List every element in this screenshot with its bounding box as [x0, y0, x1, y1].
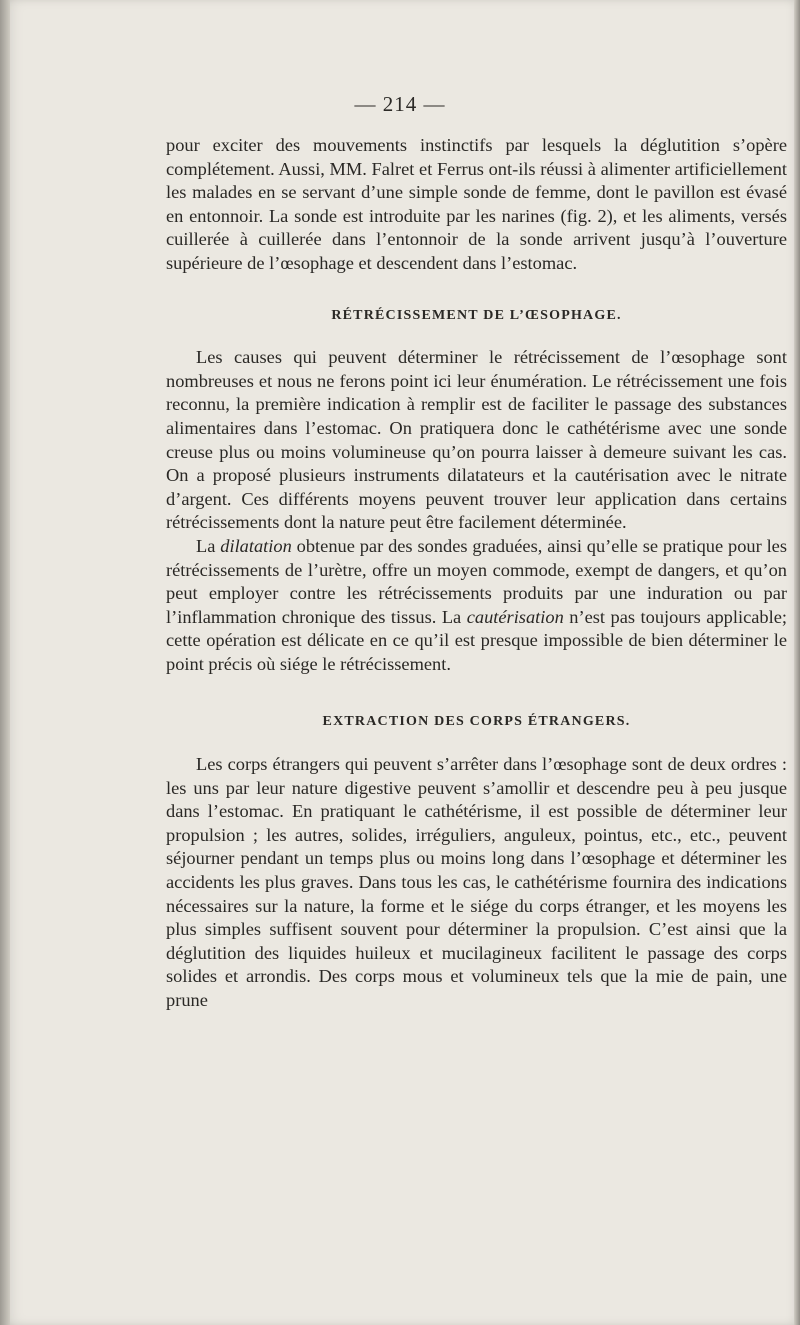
text-run: obtenue par des sondes graduées, ainsi qu’elle se pratique pour les rétrécissements de l’urètre, offre un moyen commode, exempt de dangers, et qu’on peut employer contre les rétrécissements produits par une induration ou par l’inflammation chronique des tissus. La — [166, 535, 787, 627]
page-right-edge — [794, 0, 800, 1325]
binding-edge — [0, 0, 10, 1325]
section-heading-retrecissement: RÉTRÉCISSEMENT DE L’ŒSOPHAGE. — [331, 307, 622, 323]
page-number: — 214 — — [354, 92, 446, 116]
paragraph-causes: Les causes qui peuvent déterminer le rétrécissement de l’œsophage sont nombreuses et nous ne ferons point ici leur énumération. Le rétrécissement une fois reconnu, la première indication à remplir est de faciliter le passage des substances alimentaires dans l’estomac. On pratiquera donc le cathétérisme avec une sonde creuse plus ou moins volumineuse qu’on pourra laisser à demeure suivant les cas. On a proposé plusieurs instruments dilatateurs et la cautérisation avec le nitrate d’argent. Ces différents moyens peuvent trouver leur application dans certains rétrécissements dont la nature peut être facilement déterminée. — [166, 347, 787, 533]
italic-term-dilatation: dilatation — [220, 535, 292, 556]
section-heading-extraction: EXTRACTION DES CORPS ÉTRANGERS. — [322, 714, 631, 730]
paragraph-dilatation — [166, 535, 787, 677]
text-run: n’est pas toujours applicable; cette opération est délicate en ce qu’il est presque impossible de bien déterminer le point précis où siége le rétrécissement. — [166, 606, 787, 674]
body-text — [166, 134, 787, 1013]
italic-term-cauterisation: cautérisation — [466, 606, 564, 627]
paragraph-continuation: pour exciter des mouvements instinctifs par lesquels la déglutition s’opère complétement. Aussi, MM. Falret et Ferrus ont-ils réussi à alimenter artificiellement les malades en se servant d’une simple sonde de femme, dont le pavillon est évasé en entonnoir. La sonde est introduite par les narines (fig. 2), et les aliments, versés cuillerée à cuillerée dans l’entonnoir de la sonde arrivent jusqu’à l’ouverture supérieure de l’œsophage et descendent dans l’estomac. — [166, 135, 787, 273]
paragraph-corps-etrangers: Les corps étrangers qui peuvent s’arrêter dans l’œsophage sont de deux ordres : les uns par leur nature digestive peuvent s’amollir et descendre peu à peu jusque dans l’estomac. En pratiquant le cathétérisme, il est possible de déterminer leur propulsion ; les autres, solides, irréguliers, anguleux, pointus, etc., etc., peuvent séjourner pendant un temps plus ou moins long dans l’œsophage et déterminer les accidents les plus graves. Dans tous les cas, le cathétérisme fournira des indications nécessaires sur la nature, la forme et le siége du corps étranger, et les moyens les plus simples suffisent souvent pour déterminer la propulsion. C’est ainsi que la déglutition des liquides huileux et mucilagineux facilitent le passage des corps solides et arrondis. Des corps mous et volumineux tels que la mie de pain, une prune — [166, 754, 787, 1010]
text-run: La — [196, 535, 221, 556]
